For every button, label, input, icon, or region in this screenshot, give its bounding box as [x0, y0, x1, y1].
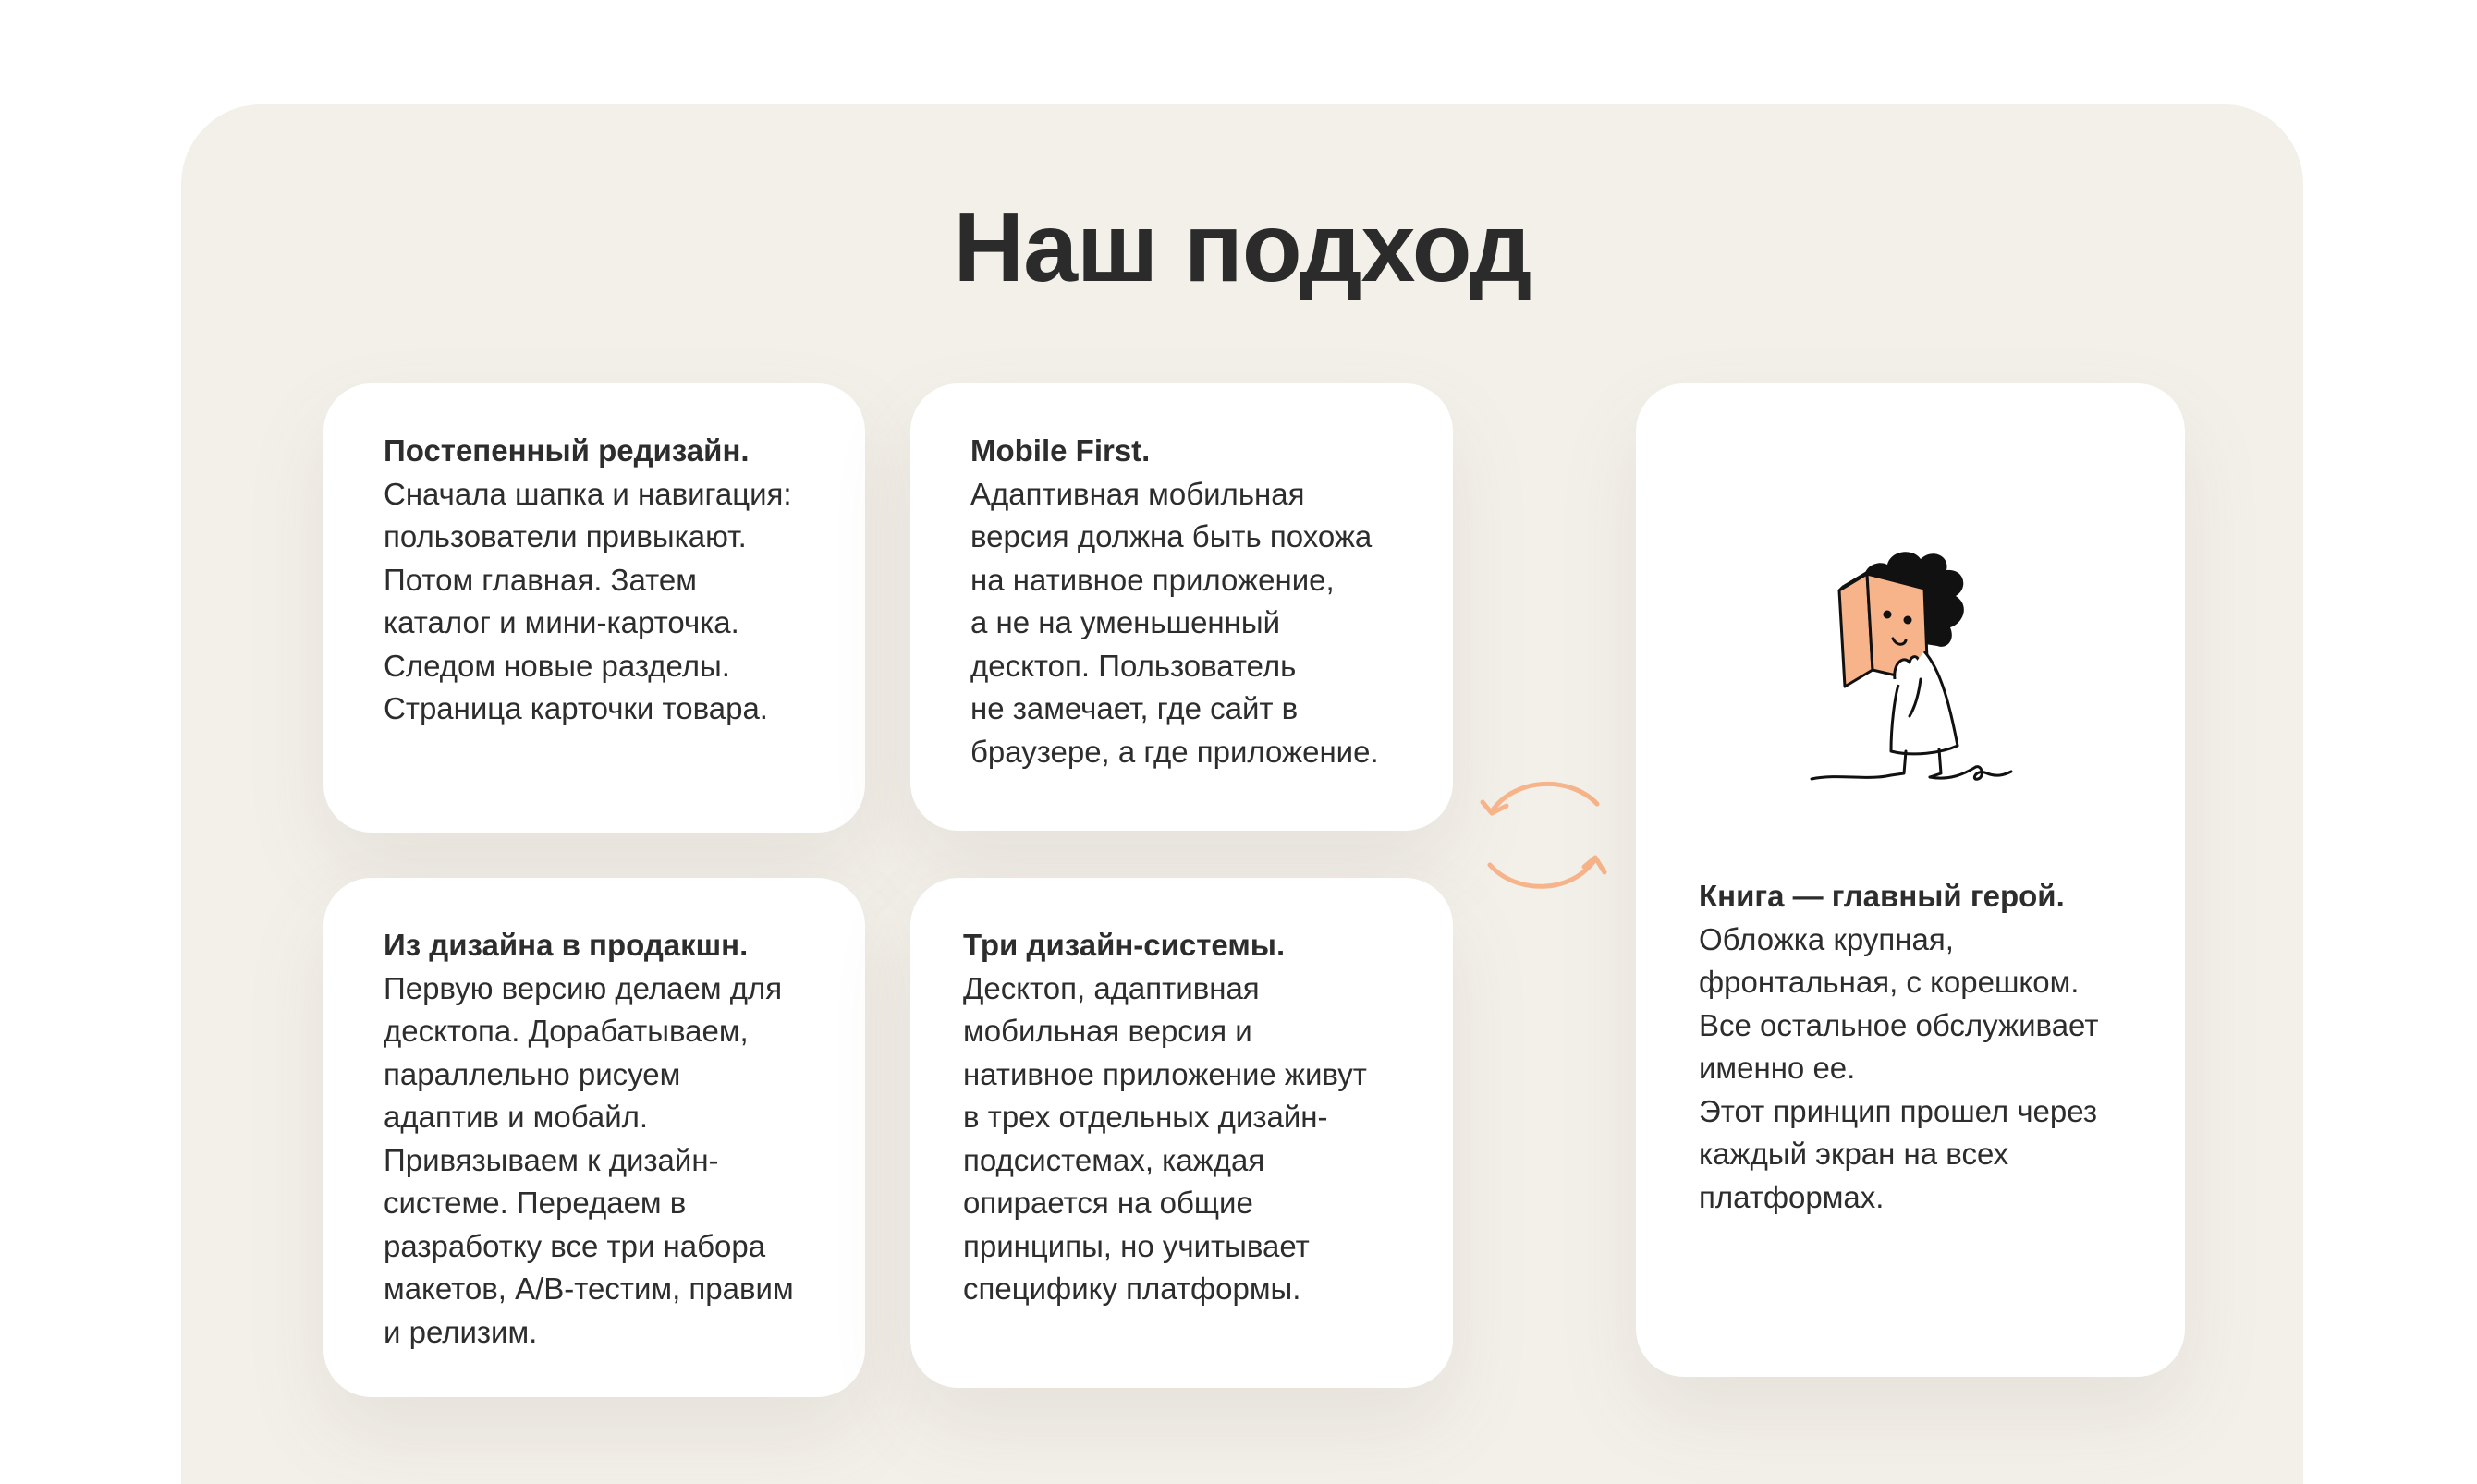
card-line: каждый экран на всех [1699, 1137, 2009, 1171]
card-line: параллельно рисуем [384, 1056, 681, 1091]
card-line: опирается на общие [963, 1186, 1253, 1220]
cycle-arrows-icon [1479, 776, 1608, 896]
card-line: Этот принцип прошел через [1699, 1093, 2098, 1128]
card-text [963, 924, 1367, 1311]
card-line: макетов, А/В-тестим, правим [384, 1271, 794, 1306]
approach-card-mobile-first [910, 383, 1453, 831]
card-heading: Три дизайн-системы. [963, 928, 1286, 962]
card-line: Сначала шапка и навигация: [384, 476, 792, 511]
card-line: Привязываем к дизайн- [384, 1142, 719, 1177]
card-heading: Из дизайна в продакшн. [384, 928, 749, 962]
card-line: именно ее. [1699, 1051, 1856, 1085]
card-line: и релизим. [384, 1314, 538, 1349]
card-line: платформах. [1699, 1179, 1885, 1214]
card-line: на нативное приложение, [970, 562, 1335, 597]
card-line: не замечает, где сайт в [970, 691, 1299, 725]
card-line: браузере, а где приложение. [970, 734, 1379, 769]
card-line: Потом главная. Затем [384, 562, 697, 597]
approach-card-gradual-redesign [323, 383, 865, 833]
card-line: версия должна быть похожа [970, 519, 1373, 553]
card-line: подсистемах, каждая [963, 1142, 1265, 1177]
card-line: Адаптивная мобильная [970, 476, 1305, 511]
card-line: Все остальное обслуживает [1699, 1007, 2099, 1042]
card-line: специфику платформы. [963, 1271, 1301, 1306]
card-line: а не на уменьшенный [970, 605, 1281, 639]
card-heading: Книга — главный герой. [1699, 879, 2065, 913]
book-head-character-illustration [1802, 531, 2015, 790]
card-line: мобильная версия и [963, 1014, 1252, 1048]
card-text [384, 430, 792, 731]
card-line: десктоп. Пользователь [970, 648, 1297, 683]
approach-card-book-hero [1636, 383, 2185, 1377]
card-line: Обложка крупная, [1699, 921, 1954, 956]
card-line: фронтальная, с корешком. [1699, 965, 2080, 999]
card-text [970, 430, 1379, 773]
card-line: нативное приложение живут [963, 1056, 1367, 1091]
card-line: Десктоп, адаптивная [963, 970, 1260, 1005]
card-line: Первую версию делаем для [384, 970, 783, 1005]
card-line: Следом новые разделы. [384, 648, 730, 683]
card-line: принципы, но учитывает [963, 1228, 1310, 1263]
section-title: Наш подход [953, 193, 1531, 302]
card-line: каталог и мини-карточка. [384, 605, 739, 639]
card-text [384, 924, 794, 1354]
card-line: пользователи привыкают. [384, 519, 747, 553]
approach-card-three-design-systems [910, 878, 1453, 1388]
card-heading: Mobile First. [970, 433, 1151, 468]
card-line: в трех отдельных дизайн- [963, 1100, 1328, 1134]
card-text [1699, 875, 2098, 1219]
card-line: разработку все три набора [384, 1228, 766, 1263]
card-line: адаптив и мобайл. [384, 1100, 649, 1134]
card-line: десктопа. Дорабатываем, [384, 1014, 749, 1048]
card-heading: Постепенный редизайн. [384, 433, 750, 468]
card-line: системе. Передаем в [384, 1186, 687, 1220]
approach-card-design-to-production [323, 878, 865, 1397]
card-line: Страница карточки товара. [384, 691, 768, 725]
